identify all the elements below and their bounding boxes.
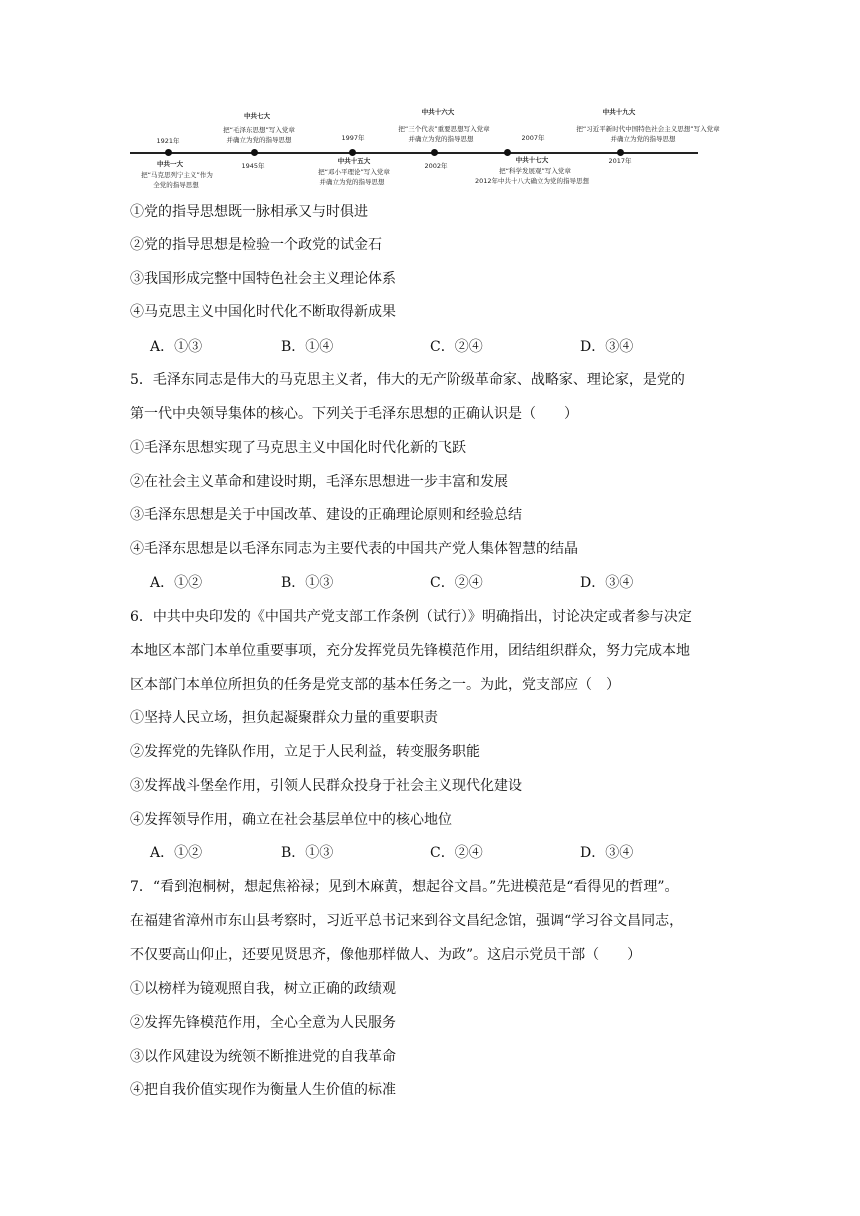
q4-option-c[interactable]: C．②④ — [430, 339, 483, 355]
timeline-congress-2002: 中共十六大 — [421, 108, 455, 116]
q7-item-1: ①以榜样为镜观照自我，树立正确的政绩观 — [130, 981, 396, 997]
q4-item-2: ②党的指导思想是检验一个政党的试金石 — [130, 237, 382, 253]
q5-option-d[interactable]: D．③④ — [580, 575, 634, 591]
q7-item-3: ③以作风建设为统领不断推进党的自我革命 — [130, 1049, 396, 1065]
timeline-desc-2002-line2: 并确立为党的指导思想 — [408, 135, 474, 143]
q5-item-3: ③毛泽东思想是关于中国改革、建设的正确理论原则和经验总结 — [130, 507, 522, 523]
q4-option-d[interactable]: D．③④ — [580, 339, 634, 355]
timeline-desc-2007-line1: 把“科学发展观”写入党章 — [499, 167, 571, 175]
timeline-figure — [0, 0, 860, 200]
q4-item-1: ①党的指导思想既一脉相承又与时俱进 — [130, 204, 368, 220]
q7-item-4: ④把自我价值实现作为衡量人生价值的标准 — [130, 1082, 396, 1098]
q6-item-1: ①坚持人民立场，担负起凝聚群众力量的重要职责 — [130, 710, 438, 726]
q6-item-2: ②发挥党的先锋队作用，立足于人民利益，转变服务职能 — [130, 744, 480, 760]
timeline-desc-1945-line2: 并确立为党的指导思想 — [226, 136, 292, 144]
q7-stem-line3: 不仅要高山仰止，还要见贤思齐，像他那样做人、为政”。这启示党员干部（ ） — [130, 947, 642, 963]
timeline-desc-2017-line1: 把“习近平新时代中国特色社会主义思想”写入党章 — [576, 125, 720, 133]
q4-option-b[interactable]: B．①④ — [281, 339, 334, 355]
q5-option-c[interactable]: C．②④ — [430, 575, 483, 591]
q5-item-4: ④毛泽东思想是以毛泽东同志为主要代表的中国共产党人集体智慧的结晶 — [130, 541, 578, 557]
timeline-desc-1945-line1: 把“毛泽东思想”写入党章 — [223, 126, 295, 134]
timeline-congress-1945: 中共七大 — [244, 112, 270, 120]
q6-option-c[interactable]: C．②④ — [430, 845, 483, 861]
timeline-congress-2017: 中共十九大 — [602, 108, 636, 116]
timeline-congress-2007: 中共十七大 — [515, 156, 549, 164]
q6-option-b[interactable]: B．①③ — [281, 845, 334, 861]
timeline-point-2017 — [617, 149, 624, 156]
q6-option-a[interactable]: A．①② — [150, 845, 203, 861]
timeline-desc-2017-line2: 并确立为党的指导思想 — [610, 135, 676, 143]
q5-option-b[interactable]: B．①③ — [281, 575, 334, 591]
timeline-point-1945 — [251, 149, 258, 156]
timeline-point-2002 — [431, 149, 438, 156]
q5-stem-line2: 第一代中央领导集体的核心。下列关于毛泽东思想的正确认识是（ ） — [130, 406, 578, 422]
q5-stem-line1: 5．毛泽东同志是伟大的马克思主义者，伟大的无产阶级革命家、战略家、理论家，是党的 — [130, 372, 685, 388]
timeline-desc-1997-line1: 把“邓小平理论”写入党章 — [318, 168, 390, 176]
q4-item-4: ④马克思主义中国化时代化不断取得新成果 — [130, 304, 396, 320]
q7-stem-line1: 7．“看到泡桐树，想起焦裕禄；见到木麻黄，想起谷文昌。”先进模范是“看得见的哲理”。 — [130, 879, 679, 895]
timeline-congress-1997: 中共十五大 — [337, 157, 371, 165]
timeline-desc-2002-line1: 把“三个代表”重要思想写入党章 — [398, 125, 490, 133]
q6-option-d[interactable]: D．③④ — [580, 845, 634, 861]
q6-stem-line2: 本地区本部门本单位重要事项，充分发挥党员先锋模范作用，团结组织群众，努力完成本地 — [130, 643, 690, 659]
timeline-axis — [130, 152, 698, 154]
q4-item-3: ③我国形成完整中国特色社会主义理论体系 — [130, 271, 396, 287]
q7-stem-line2: 在福建省漳州市东山县考察时，习近平总书记来到谷文昌纪念馆，强调“学习谷文昌同志， — [130, 913, 684, 929]
q5-option-a[interactable]: A．①② — [150, 575, 203, 591]
q6-stem-line1: 6．中共中央印发的《中国共产党支部工作条例（试行）》明确指出，讨论决定或者参与决定 — [130, 609, 692, 625]
timeline-year-2017: 2017年 — [608, 157, 632, 165]
timeline-point-1997 — [349, 149, 356, 156]
q6-item-4: ④发挥领导作用，确立在社会基层单位中的核心地位 — [130, 812, 452, 828]
q5-item-2: ②在社会主义革命和建设时期，毛泽东思想进一步丰富和发展 — [130, 474, 508, 490]
timeline-desc-2007-line2: 2012年中共十八大确立为党的指导思想 — [474, 177, 590, 185]
timeline-year-1921: 1921年 — [156, 137, 180, 145]
timeline-desc-1997-line2: 并确立为党的指导思想 — [319, 178, 385, 186]
timeline-point-1921 — [165, 149, 172, 156]
q6-item-3: ③发挥战斗堡垒作用，引领人民群众投身于社会主义现代化建设 — [130, 778, 522, 794]
timeline-congress-1921: 中共一大 — [157, 160, 183, 168]
timeline-year-2007: 2007年 — [521, 134, 545, 142]
timeline-year-1997: 1997年 — [341, 134, 365, 142]
timeline-desc-1921-line2: 全党的指导思想 — [153, 181, 199, 189]
timeline-year-1945: 1945年 — [241, 162, 265, 170]
q6-stem-line3: 区本部门本单位所担负的任务是党支部的基本任务之一。为此，党支部应（ ） — [130, 677, 620, 693]
timeline-point-2007 — [504, 149, 511, 156]
q7-item-2: ②发挥先锋模范作用，全心全意为人民服务 — [130, 1015, 396, 1031]
timeline-year-2002: 2002年 — [424, 162, 448, 170]
q4-option-a[interactable]: A．①③ — [150, 339, 203, 355]
timeline-desc-1921-line1: 把“马克思列宁主义”作为 — [141, 171, 213, 179]
q5-item-1: ①毛泽东思想实现了马克思主义中国化时代化新的飞跃 — [130, 440, 466, 456]
